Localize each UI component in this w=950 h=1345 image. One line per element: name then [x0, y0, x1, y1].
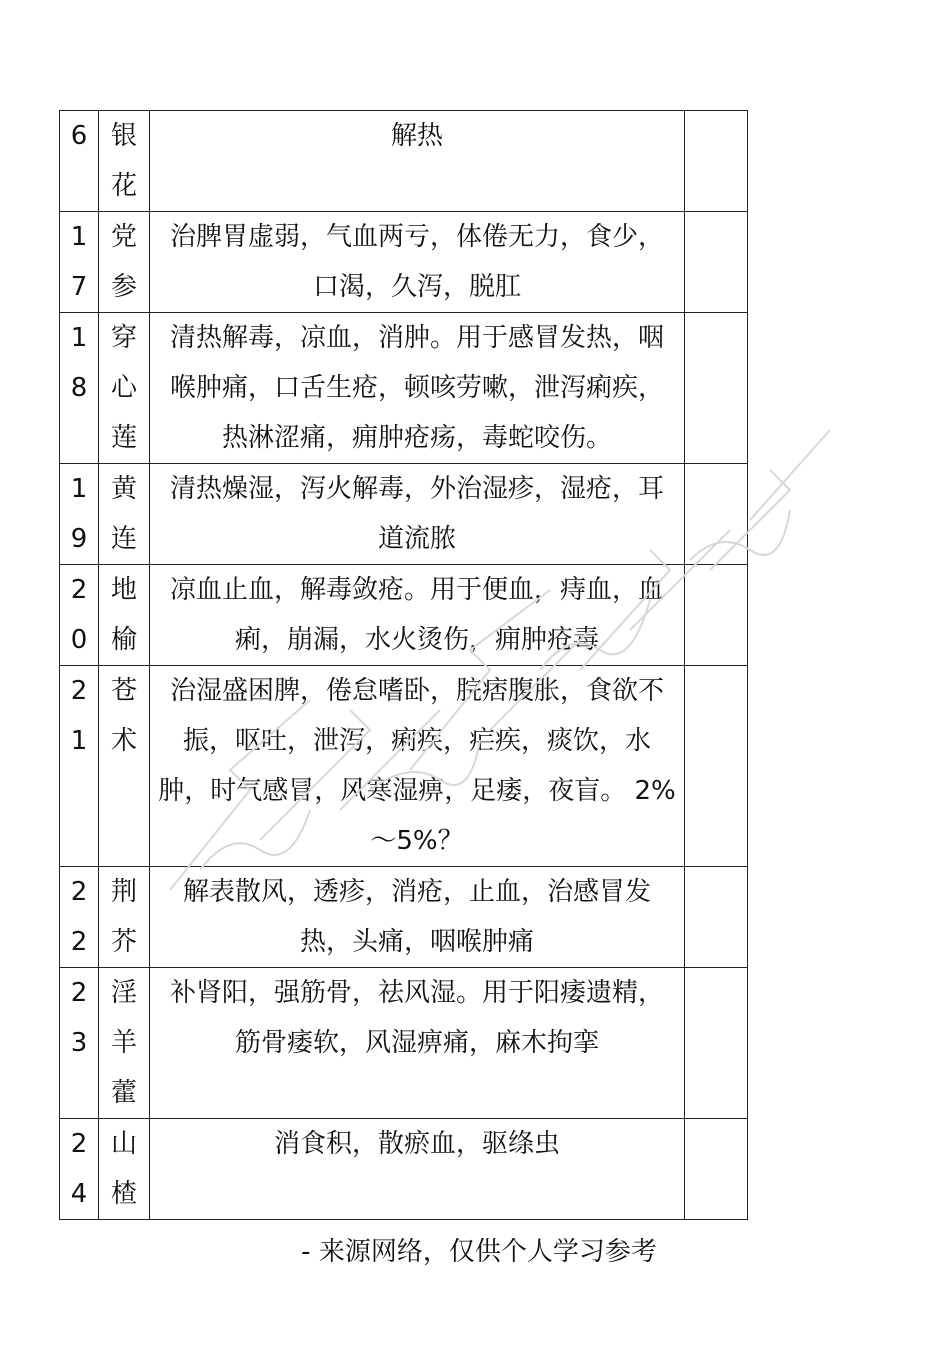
row-number-char: 1 — [70, 474, 88, 504]
herb-name-char: 淫 — [110, 978, 137, 1008]
herb-name-char: 藿 — [110, 1078, 137, 1108]
empty-cell — [685, 666, 748, 867]
herb-name-char: 羊 — [110, 1028, 137, 1058]
table-row — [60, 464, 748, 565]
herb-name-char: 术 — [110, 726, 137, 756]
herb-name — [99, 111, 150, 212]
herb-description: 清热燥湿，泻火解毒，外治湿疹，湿疮，耳道流脓 — [150, 464, 685, 565]
herb-name-char: 榆 — [110, 625, 137, 655]
herb-name-char: 银 — [110, 121, 137, 151]
row-number-char: 2 — [70, 1129, 88, 1159]
herb-name-char: 党 — [110, 222, 137, 252]
row-number-char: 9 — [70, 524, 88, 554]
herb-name — [99, 464, 150, 565]
row-number-char: 3 — [70, 1028, 88, 1058]
herb-description: 解表散风，透疹，消疮，止血，治感冒发热，头痛，咽喉肿痛 — [150, 867, 685, 968]
row-number-char: 1 — [70, 323, 88, 353]
herb-description: 治湿盛困脾，倦怠嗜卧，脘痞腹胀，食欲不振，呕吐，泄泻，痢疾，疟疾，痰饮，水肿，时气感冒，风寒湿痹，足痿，夜盲。 2%～5%？ — [150, 666, 685, 867]
row-number-char: 0 — [70, 625, 88, 655]
herb-table-body — [60, 111, 748, 1220]
herb-name — [99, 313, 150, 464]
herb-description: 补肾阳，强筋骨，祛风湿。用于阳痿遗精，筋骨痿软，风湿痹痛，麻木拘挛 — [150, 968, 685, 1119]
herb-description: 解热 — [150, 111, 685, 212]
herb-name-char: 心 — [110, 373, 137, 403]
row-number-char: 2 — [70, 575, 88, 605]
herb-name-char: 莲 — [110, 423, 137, 453]
table-row — [60, 111, 748, 212]
row-number — [60, 666, 99, 867]
row-number — [60, 565, 99, 666]
empty-cell — [685, 867, 748, 968]
herb-name-char: 花 — [110, 171, 137, 201]
row-number — [60, 313, 99, 464]
empty-cell — [685, 464, 748, 565]
herb-name — [99, 666, 150, 867]
herb-name-char: 参 — [110, 272, 137, 302]
herb-name-char: 黄 — [110, 474, 137, 504]
table-row — [60, 212, 748, 313]
row-number-char: 1 — [70, 726, 88, 756]
herb-name — [99, 968, 150, 1119]
herb-name — [99, 867, 150, 968]
herb-name — [99, 212, 150, 313]
table-row — [60, 565, 748, 666]
row-number — [60, 212, 99, 313]
herb-description: 消食积，散瘀血，驱绦虫 — [150, 1119, 685, 1220]
herb-name-char: 地 — [110, 575, 137, 605]
row-number-char: 8 — [70, 373, 88, 403]
empty-cell — [685, 313, 748, 464]
table-row — [60, 313, 748, 464]
herb-name-char: 荆 — [110, 877, 137, 907]
herb-description: 治脾胃虚弱，气血两亏，体倦无力，食少，口渴，久泻，脱肛 — [150, 212, 685, 313]
row-number — [60, 1119, 99, 1220]
footer-note: - 来源网络，仅供个人学习参考 — [301, 1237, 657, 1267]
empty-cell — [685, 111, 748, 212]
table-row — [60, 666, 748, 867]
herb-name — [99, 565, 150, 666]
row-number — [60, 968, 99, 1119]
herb-name-char: 连 — [110, 524, 137, 554]
table-row — [60, 1119, 748, 1220]
row-number-char: 2 — [70, 927, 88, 957]
empty-cell — [685, 968, 748, 1119]
herb-name-char: 芥 — [110, 927, 137, 957]
row-number-char: 2 — [70, 676, 88, 706]
row-number-char: 7 — [70, 272, 88, 302]
empty-cell — [685, 212, 748, 313]
table-row — [60, 867, 748, 968]
herb-name — [99, 1119, 150, 1220]
herb-name-char: 山 — [110, 1129, 137, 1159]
herb-description: 凉血止血，解毒敛疮。用于便血，痔血，血痢，崩漏，水火烫伤，痈肿疮毒 — [150, 565, 685, 666]
row-number-char: 4 — [70, 1179, 88, 1209]
table-row — [60, 968, 748, 1119]
row-number-char: 2 — [70, 877, 88, 907]
row-number — [60, 867, 99, 968]
row-number — [60, 464, 99, 565]
row-number — [60, 111, 99, 212]
herb-table — [59, 110, 748, 1220]
empty-cell — [685, 565, 748, 666]
row-number-char: 6 — [70, 121, 88, 151]
row-number-char: 1 — [70, 222, 88, 252]
row-number-char: 2 — [70, 978, 88, 1008]
herb-name-char: 楂 — [110, 1179, 137, 1209]
herb-description: 清热解毒，凉血，消肿。用于感冒发热，咽喉肿痛，口舌生疮，顿咳劳嗽，泄泻痢疾，热淋涩痛，痈肿疮疡，毒蛇咬伤。 — [150, 313, 685, 464]
empty-cell — [685, 1119, 748, 1220]
herb-name-char: 苍 — [110, 676, 137, 706]
herb-name-char: 穿 — [110, 323, 137, 353]
